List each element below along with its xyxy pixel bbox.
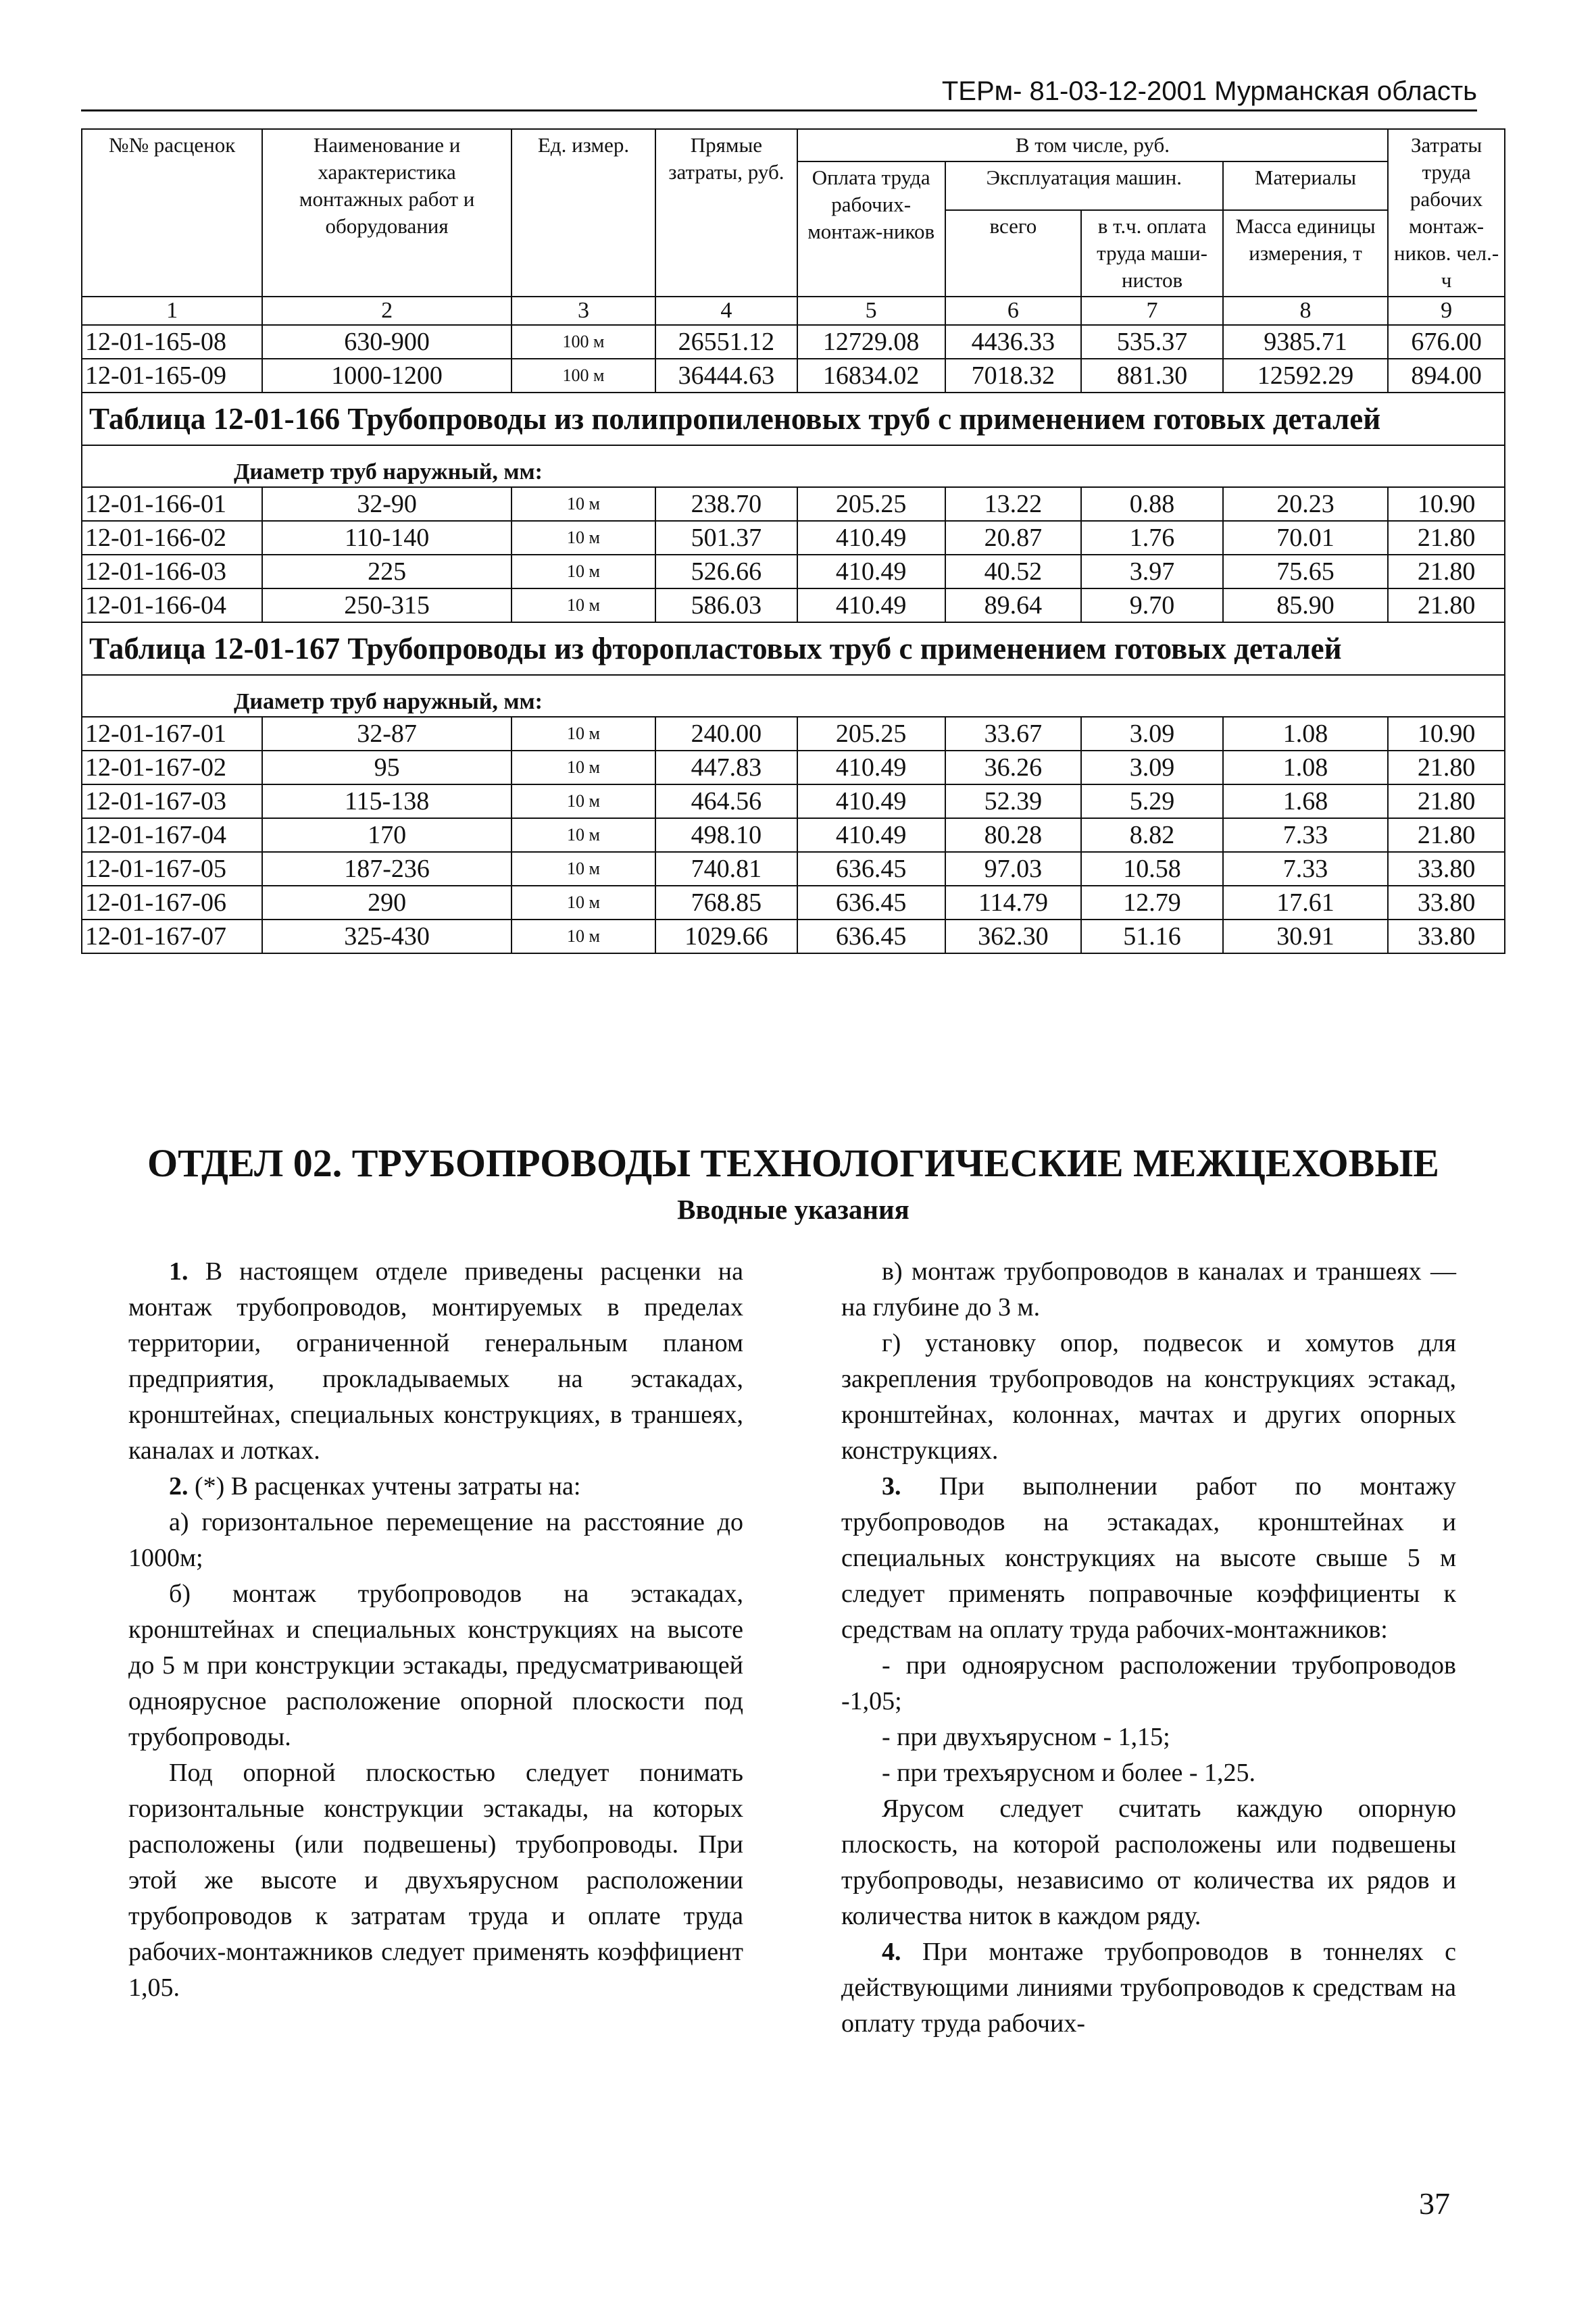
cell-labor-cost: 21.80 <box>1388 784 1505 818</box>
header-machine-total: всего <box>945 210 1082 297</box>
cell-name: 115-138 <box>262 784 512 818</box>
text-column-right <box>841 1254 1456 2042</box>
paragraph-text: б) монтаж трубопроводов на эстакадах, кронштейнах и специальных конструкциях на высоте до 5 м при конструкции эстакады, предусматривающей одноярусное расположение опорной плоскости под трубопроводы. <box>128 1580 743 1751</box>
cell-machine-wage: 9.70 <box>1081 588 1223 622</box>
cell-name: 325-430 <box>262 920 512 953</box>
table-row <box>82 487 1505 521</box>
cell-code: 12-01-166-03 <box>82 555 262 588</box>
cell-unit: 10 м <box>512 886 655 920</box>
table-166-caption: Таблица 12-01-166 Трубопроводы из полипропиленовых труб с применением готовых деталей <box>82 393 1505 445</box>
cell-machine-total: 4436.33 <box>945 325 1082 359</box>
cell-mass: 12592.29 <box>1223 359 1388 393</box>
cell-code: 12-01-166-02 <box>82 521 262 555</box>
cell-name: 110-140 <box>262 521 512 555</box>
cell-name: 32-87 <box>262 717 512 751</box>
cell-labor-cost: 33.80 <box>1388 920 1505 953</box>
paragraph <box>841 1254 1456 1326</box>
cell-machine-wage: 3.97 <box>1081 555 1223 588</box>
rows-165 <box>82 325 1505 393</box>
cell-direct: 36444.63 <box>655 359 797 393</box>
section-title: ОТДЕЛ 02. ТРУБОПРОВОДЫ ТЕХНОЛОГИЧЕСКИЕ МЕЖЦЕХОВЫЕ <box>147 1141 1439 1185</box>
table-row <box>82 717 1505 751</box>
cell-unit: 10 м <box>512 487 655 521</box>
column-number: 5 <box>797 297 945 325</box>
cell-name: 95 <box>262 751 512 784</box>
cell-labor-cost: 10.90 <box>1388 487 1505 521</box>
header-labor-cost: Затраты труда рабочих монтаж-ников. чел.-ч <box>1388 129 1505 297</box>
cell-direct: 238.70 <box>655 487 797 521</box>
cell-unit: 100 м <box>512 325 655 359</box>
table-167-subcaption: Диаметр труб наружный, мм: <box>82 675 1505 717</box>
cell-labor-cost: 21.80 <box>1388 818 1505 852</box>
cell-mass: 30.91 <box>1223 920 1388 953</box>
cell-mass: 85.90 <box>1223 588 1388 622</box>
paragraph <box>128 1755 743 2006</box>
paragraph-number: 4. <box>882 1938 901 1966</box>
cell-machine-wage: 3.09 <box>1081 751 1223 784</box>
paragraph-text: - при одноярусном расположении трубопроводов -1,05; <box>841 1651 1456 1715</box>
header-direct-costs: Прямые затраты, руб. <box>655 129 797 297</box>
cell-unit: 10 м <box>512 818 655 852</box>
cell-machine-total: 40.52 <box>945 555 1082 588</box>
paragraph-text: - при двухъярусном - 1,15; <box>882 1723 1170 1751</box>
header-materials: Материалы <box>1223 161 1388 210</box>
cell-direct: 501.37 <box>655 521 797 555</box>
cell-code: 12-01-166-04 <box>82 588 262 622</box>
cell-direct: 740.81 <box>655 852 797 886</box>
cell-unit: 10 м <box>512 717 655 751</box>
rates-table <box>81 128 1505 954</box>
cell-unit: 10 м <box>512 920 655 953</box>
cell-code: 12-01-165-09 <box>82 359 262 393</box>
cell-machine-wage: 8.82 <box>1081 818 1223 852</box>
paragraph-text: в) монтаж трубопроводов в каналах и траншеях — на глубине до 3 м. <box>841 1257 1456 1322</box>
table-caption-row <box>82 622 1505 675</box>
column-number-row <box>82 297 1505 325</box>
cell-machine-total: 80.28 <box>945 818 1082 852</box>
cell-machine-wage: 51.16 <box>1081 920 1223 953</box>
cell-direct: 498.10 <box>655 818 797 852</box>
table-row <box>82 920 1505 953</box>
cell-machine-wage: 535.37 <box>1081 325 1223 359</box>
table-header-row <box>82 129 1505 161</box>
paragraph <box>841 1755 1456 1791</box>
cell-machine-total: 89.64 <box>945 588 1082 622</box>
cell-machine-total: 52.39 <box>945 784 1082 818</box>
cell-code: 12-01-166-01 <box>82 487 262 521</box>
paragraph-number: 3. <box>882 1472 901 1501</box>
cell-labor-cost: 21.80 <box>1388 521 1505 555</box>
paragraph <box>841 1326 1456 1469</box>
cell-direct: 768.85 <box>655 886 797 920</box>
paragraph <box>841 1719 1456 1755</box>
table-caption-row <box>82 393 1505 445</box>
table-row <box>82 886 1505 920</box>
header-labor-wage: Оплата труда рабочих-монтаж-ников <box>797 161 945 297</box>
header-unit: Ед. измер. <box>512 129 655 297</box>
cell-machine-total: 33.67 <box>945 717 1082 751</box>
cell-mass: 75.65 <box>1223 555 1388 588</box>
cell-code: 12-01-167-02 <box>82 751 262 784</box>
table-row <box>82 359 1505 393</box>
cell-labor-wage: 410.49 <box>797 751 945 784</box>
column-number: 3 <box>512 297 655 325</box>
cell-direct: 464.56 <box>655 784 797 818</box>
paragraph <box>128 1254 743 1469</box>
paragraph <box>841 1469 1456 1648</box>
header-including: В том числе, руб. <box>797 129 1388 161</box>
header-machine-operation: Эксплуатация машин. <box>945 161 1223 210</box>
cell-machine-wage: 5.29 <box>1081 784 1223 818</box>
table-subcaption-row <box>82 445 1505 487</box>
cell-labor-wage: 410.49 <box>797 588 945 622</box>
paragraph-text: - при трехъярусном и более - 1,25. <box>882 1759 1255 1787</box>
cell-unit: 10 м <box>512 751 655 784</box>
cell-labor-cost: 33.80 <box>1388 886 1505 920</box>
table-row <box>82 521 1505 555</box>
text-column-left <box>128 1254 743 2006</box>
header-mass: Масса единицы измерения, т <box>1223 210 1388 297</box>
rows-167 <box>82 717 1505 953</box>
cell-name: 187-236 <box>262 852 512 886</box>
column-number: 8 <box>1223 297 1388 325</box>
cell-direct: 240.00 <box>655 717 797 751</box>
cell-labor-cost: 21.80 <box>1388 555 1505 588</box>
column-number: 1 <box>82 297 262 325</box>
cell-unit: 10 м <box>512 555 655 588</box>
document-code: ТЕРм- 81-03-12-2001 Мурманская область <box>941 76 1477 106</box>
section-subtitle: Вводные указания <box>677 1194 909 1225</box>
cell-machine-total: 13.22 <box>945 487 1082 521</box>
cell-code: 12-01-167-05 <box>82 852 262 886</box>
paragraph <box>128 1505 743 1576</box>
cell-labor-wage: 410.49 <box>797 555 945 588</box>
cell-unit: 10 м <box>512 852 655 886</box>
paragraph <box>841 1934 1456 2042</box>
cell-unit: 10 м <box>512 588 655 622</box>
cell-code: 12-01-167-01 <box>82 717 262 751</box>
cell-labor-wage: 16834.02 <box>797 359 945 393</box>
cell-machine-total: 114.79 <box>945 886 1082 920</box>
cell-unit: 10 м <box>512 784 655 818</box>
cell-unit: 100 м <box>512 359 655 393</box>
page-header <box>81 68 1477 111</box>
cell-direct: 586.03 <box>655 588 797 622</box>
cell-labor-cost: 21.80 <box>1388 751 1505 784</box>
table-row <box>82 325 1505 359</box>
cell-labor-wage: 205.25 <box>797 487 945 521</box>
paragraph-text: (*) В расценках учтены затраты на: <box>188 1472 581 1501</box>
column-number: 6 <box>945 297 1082 325</box>
header-machine-wage: в т.ч. оплата труда маши-нистов <box>1081 210 1223 297</box>
paragraph <box>128 1576 743 1755</box>
cell-mass: 9385.71 <box>1223 325 1388 359</box>
cell-labor-cost: 33.80 <box>1388 852 1505 886</box>
table-row <box>82 555 1505 588</box>
paragraph <box>841 1791 1456 1934</box>
cell-labor-wage: 636.45 <box>797 920 945 953</box>
page-number: 37 <box>1419 2186 1450 2221</box>
cell-code: 12-01-167-03 <box>82 784 262 818</box>
cell-labor-cost: 10.90 <box>1388 717 1505 751</box>
cell-labor-cost: 676.00 <box>1388 325 1505 359</box>
cell-direct: 526.66 <box>655 555 797 588</box>
column-number: 9 <box>1388 297 1505 325</box>
column-number: 4 <box>655 297 797 325</box>
cell-code: 12-01-167-07 <box>82 920 262 953</box>
cell-machine-wage: 3.09 <box>1081 717 1223 751</box>
paragraph-text: Ярусом следует считать каждую опорную плоскость, на которой расположены или подвешены трубопроводы, независимо от количества их рядов и количества ниток в каждом ряду. <box>841 1794 1456 1930</box>
rows-166 <box>82 487 1505 622</box>
table-167-caption: Таблица 12-01-167 Трубопроводы из фторопластовых труб с применением готовых деталей <box>82 622 1505 675</box>
cell-mass: 70.01 <box>1223 521 1388 555</box>
paragraph-text: При монтаже трубопроводов в тоннелях с действующими линиями трубопроводов к средствам на оплату труда рабочих- <box>841 1938 1456 2038</box>
table-subcaption-row <box>82 675 1505 717</box>
table-row <box>82 818 1505 852</box>
cell-machine-wage: 0.88 <box>1081 487 1223 521</box>
cell-name: 225 <box>262 555 512 588</box>
paragraph <box>128 1469 743 1505</box>
cell-code: 12-01-165-08 <box>82 325 262 359</box>
cell-machine-wage: 12.79 <box>1081 886 1223 920</box>
header-code: №№ расценок <box>82 129 262 297</box>
cell-machine-total: 20.87 <box>945 521 1082 555</box>
cell-machine-wage: 881.30 <box>1081 359 1223 393</box>
table-row <box>82 751 1505 784</box>
cell-labor-wage: 410.49 <box>797 818 945 852</box>
cell-machine-total: 36.26 <box>945 751 1082 784</box>
table-166-subcaption: Диаметр труб наружный, мм: <box>82 445 1505 487</box>
cell-labor-wage: 205.25 <box>797 717 945 751</box>
paragraph-text: г) установку опор, подвесок и хомутов для закрепления трубопроводов на конструкциях эстакад, кронштейнах, колоннах, мачтах и других опорных конструкциях. <box>841 1329 1456 1465</box>
paragraph-text: Под опорной плоскостью следует понимать горизонтальные конструкции эстакады, на которых расположены (или подвешены) трубопроводы. При этой же высоте и двухъярусном расположении трубопроводов к затратам труда и оплате труда рабочих-монтажников следует применять коэффициент 1,05. <box>128 1759 743 2002</box>
cell-labor-cost: 894.00 <box>1388 359 1505 393</box>
cell-name: 250-315 <box>262 588 512 622</box>
table-row <box>82 852 1505 886</box>
column-number: 2 <box>262 297 512 325</box>
cell-labor-wage: 410.49 <box>797 784 945 818</box>
paragraph-number: 2. <box>169 1472 189 1501</box>
cell-labor-cost: 21.80 <box>1388 588 1505 622</box>
table-row <box>82 588 1505 622</box>
cell-machine-wage: 10.58 <box>1081 852 1223 886</box>
paragraph-number: 1. <box>169 1257 189 1286</box>
cell-name: 32-90 <box>262 487 512 521</box>
cell-labor-wage: 636.45 <box>797 852 945 886</box>
cell-mass: 7.33 <box>1223 818 1388 852</box>
cell-name: 170 <box>262 818 512 852</box>
paragraph-text: а) горизонтальное перемещение на расстояние до 1000м; <box>128 1508 743 1572</box>
paragraph <box>841 1648 1456 1719</box>
cell-direct: 26551.12 <box>655 325 797 359</box>
cell-labor-wage: 12729.08 <box>797 325 945 359</box>
column-number: 7 <box>1081 297 1223 325</box>
cell-direct: 447.83 <box>655 751 797 784</box>
paragraph-text: При выполнении работ по монтажу трубопроводов на эстакадах, кронштейнах и специальных конструкциях на высоте свыше 5 м следует применять поправочные коэффициенты к средствам на оплату труда рабочих-монтажников: <box>841 1472 1456 1644</box>
cell-name: 630-900 <box>262 325 512 359</box>
cell-mass: 7.33 <box>1223 852 1388 886</box>
cell-unit: 10 м <box>512 521 655 555</box>
table-row <box>82 784 1505 818</box>
cell-mass: 17.61 <box>1223 886 1388 920</box>
cell-code: 12-01-167-04 <box>82 818 262 852</box>
cell-machine-total: 362.30 <box>945 920 1082 953</box>
cell-mass: 1.08 <box>1223 717 1388 751</box>
cell-mass: 1.08 <box>1223 751 1388 784</box>
header-name: Наименование и характеристика монтажных работ и оборудования <box>262 129 512 297</box>
cell-name: 290 <box>262 886 512 920</box>
paragraph-text: В настоящем отделе приведены расценки на монтаж трубопроводов, монтируемых в пределах территории, ограниченной генеральным планом предприятия, прокладываемых на эстакадах, кронштейнах, специальных конструкциях, в траншеях, каналах и лотках. <box>128 1257 743 1465</box>
cell-name: 1000-1200 <box>262 359 512 393</box>
cell-labor-wage: 636.45 <box>797 886 945 920</box>
cell-mass: 1.68 <box>1223 784 1388 818</box>
cell-machine-total: 97.03 <box>945 852 1082 886</box>
cell-code: 12-01-167-06 <box>82 886 262 920</box>
cell-machine-wage: 1.76 <box>1081 521 1223 555</box>
cell-mass: 20.23 <box>1223 487 1388 521</box>
cell-machine-total: 7018.32 <box>945 359 1082 393</box>
cell-labor-wage: 410.49 <box>797 521 945 555</box>
cell-direct: 1029.66 <box>655 920 797 953</box>
